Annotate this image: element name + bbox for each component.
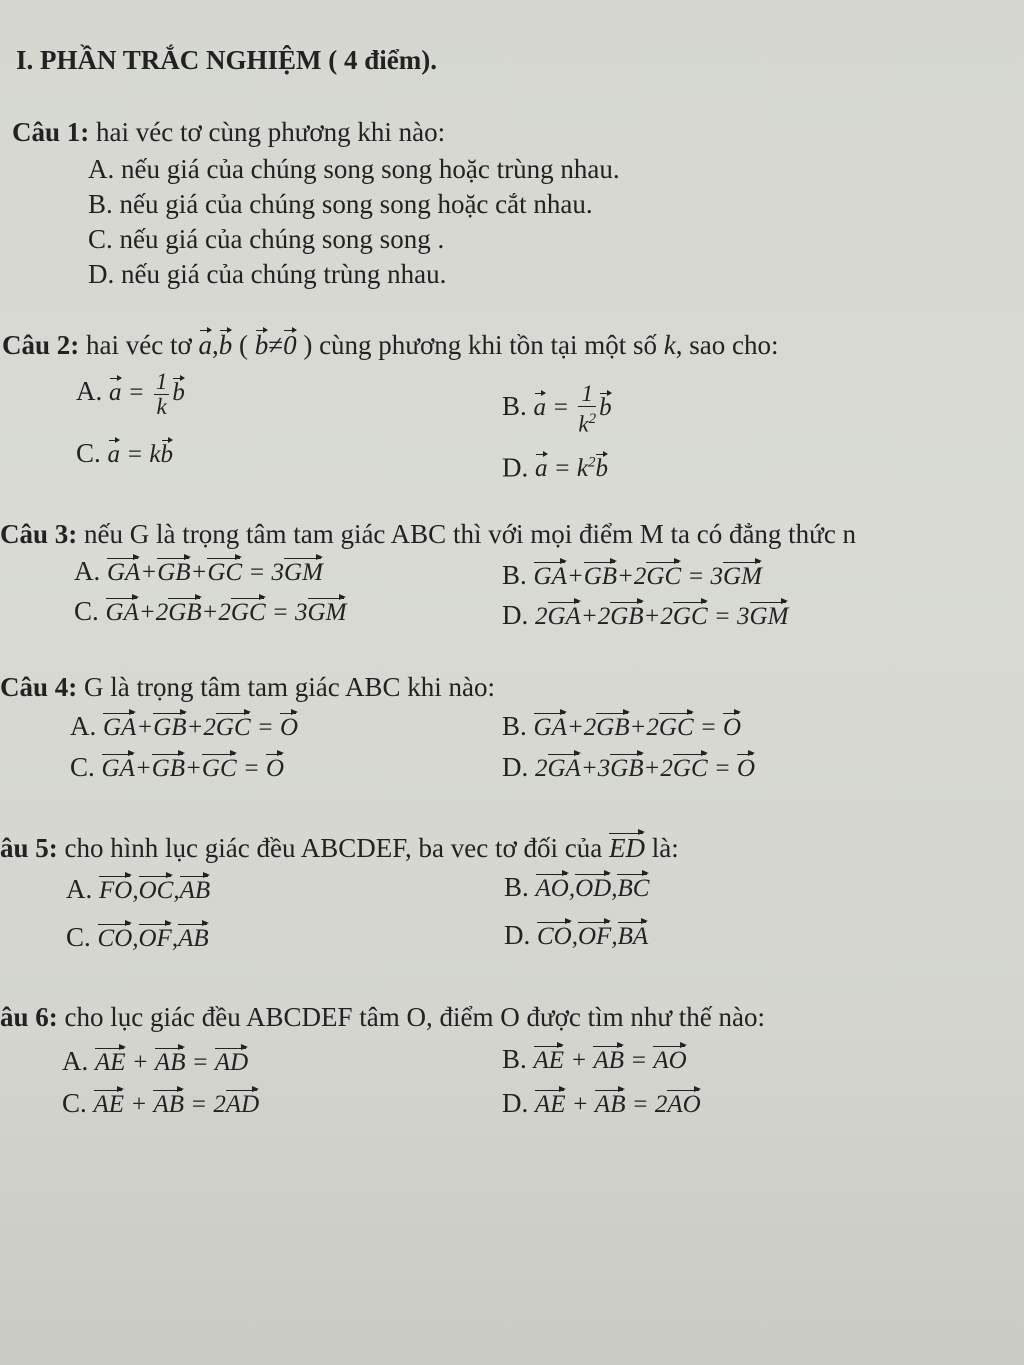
question-4-label: Câu 4: bbox=[0, 672, 78, 702]
option-letter: C. bbox=[66, 922, 91, 952]
vector: AB bbox=[593, 1042, 624, 1077]
vector: GB bbox=[152, 750, 185, 785]
coefficient: 3 bbox=[710, 563, 724, 590]
question-6 bbox=[0, 1001, 765, 1033]
q5-vector-ed: ED bbox=[609, 829, 645, 864]
q1-option-b: B. nếu giá của chúng song song hoặc cắt nhau. bbox=[88, 189, 593, 219]
vector: GM bbox=[308, 594, 347, 629]
vector: BA bbox=[618, 918, 649, 953]
vector: AO bbox=[653, 1042, 686, 1077]
q1-option-a: A. nếu giá của chúng song song hoặc trùng nhau. bbox=[88, 154, 620, 184]
question-5-text: cho hình lục giác đều ABCDEF, ba vec tơ đối của bbox=[57, 833, 610, 863]
operator: + bbox=[580, 603, 598, 630]
question-6-text: cho lục giác đều ABCDEF tâm O, điểm O được tìm như thế nào: bbox=[57, 1002, 765, 1032]
q2-option-d: D. $a = k^2b$ bbox=[502, 447, 608, 485]
vector: AB bbox=[153, 1086, 184, 1121]
option-letter: C. bbox=[62, 1088, 87, 1118]
coefficient: 2 bbox=[597, 603, 611, 630]
option-letter: D. bbox=[504, 920, 531, 950]
q4-option-d: D. 2GA+3GB+2GC = O bbox=[502, 750, 755, 785]
option-letter: C. bbox=[74, 596, 99, 626]
operator: + bbox=[643, 755, 661, 782]
vector: AD bbox=[215, 1044, 248, 1079]
vector: GA bbox=[534, 558, 567, 593]
section-title: I. PHẦN TRẮC NGHIỆM ( 4 điểm). bbox=[16, 45, 437, 75]
coefficient: 3 bbox=[295, 599, 308, 626]
vector: OF bbox=[578, 918, 611, 953]
coefficient: 2 bbox=[535, 755, 548, 782]
question-3-text: nếu G là trọng tâm tam giác ABC thì với mọi điểm M ta có đẳng thức n bbox=[77, 519, 857, 549]
vector: GC bbox=[659, 709, 694, 744]
vector: GA bbox=[102, 750, 135, 785]
q1-option-d: D. nếu giá của chúng trùng nhau. bbox=[88, 259, 447, 289]
question-5-label: âu 5: bbox=[0, 833, 58, 863]
q2-vector-a: a bbox=[199, 326, 213, 361]
vector: GB bbox=[610, 750, 643, 785]
fraction-numerator: 1 bbox=[578, 382, 596, 407]
vector: OD bbox=[575, 870, 611, 905]
q4-option-b: B. GA+2GB+2GC = O bbox=[502, 709, 741, 744]
coefficient: 2 bbox=[646, 714, 659, 741]
q2-option-c: C. a = kb bbox=[76, 436, 173, 471]
vector: AE bbox=[534, 1042, 565, 1077]
vector: CO bbox=[98, 920, 133, 955]
coefficient: 2 bbox=[203, 714, 216, 741]
vector: GA bbox=[107, 554, 140, 589]
vector: GA bbox=[106, 594, 139, 629]
vector: GC bbox=[207, 554, 242, 589]
operator: + bbox=[617, 563, 634, 590]
option-letter: D. bbox=[502, 1088, 529, 1118]
option-letter: B. bbox=[504, 872, 529, 902]
vector: b bbox=[599, 389, 612, 424]
vector: GM bbox=[723, 558, 762, 593]
vector: GM bbox=[750, 598, 789, 633]
vector: AB bbox=[595, 1086, 626, 1121]
q5-option-a: A. FO,OC,AB bbox=[66, 872, 210, 907]
q2-option-a: A. a = $\frac{1}{k}$ b bbox=[76, 369, 185, 419]
vector: O bbox=[723, 709, 741, 744]
q6-option-c: C. AE + AB = 2AD bbox=[62, 1086, 259, 1121]
coefficient: 2 bbox=[633, 563, 647, 590]
q1-option-c: C. nếu giá của chúng song song . bbox=[88, 224, 445, 254]
operator: + bbox=[186, 714, 204, 741]
q5-option-b: B. AO,OD,BC bbox=[504, 870, 649, 905]
vector: GB bbox=[157, 554, 190, 589]
coefficient: 2 bbox=[535, 603, 548, 630]
operator: + bbox=[134, 755, 152, 782]
option-letter: D. bbox=[502, 452, 529, 483]
q2-cond-b: b bbox=[255, 326, 269, 361]
vector: GC bbox=[216, 709, 251, 744]
vector: a bbox=[108, 436, 121, 471]
vector: b bbox=[172, 374, 185, 409]
vector: AB bbox=[155, 1044, 186, 1079]
option-letter: A. bbox=[76, 376, 103, 407]
question-3 bbox=[0, 518, 856, 550]
vector: GC bbox=[202, 750, 237, 785]
option-letter: D. bbox=[502, 600, 529, 630]
vector: AE bbox=[535, 1086, 566, 1121]
option-letter: D. bbox=[502, 752, 529, 782]
vector: GA bbox=[548, 598, 581, 633]
operator: + bbox=[201, 599, 219, 626]
question-6-label: âu 6: bbox=[0, 1002, 58, 1032]
vector: GM bbox=[284, 554, 323, 589]
vector: GA bbox=[534, 709, 567, 744]
vector: CO bbox=[537, 918, 572, 953]
option-letter: B. bbox=[502, 1044, 527, 1074]
operator: + bbox=[629, 714, 647, 741]
vector: BC bbox=[617, 870, 649, 905]
option-letter: A. bbox=[74, 556, 101, 586]
exponent: 2 bbox=[588, 411, 597, 427]
vector: GB bbox=[153, 709, 186, 744]
vector: GB bbox=[596, 709, 629, 744]
operator: + bbox=[138, 599, 156, 626]
vector: AE bbox=[95, 1044, 126, 1079]
q2-zero-vector: 0 bbox=[283, 326, 297, 361]
option-letter: C. bbox=[76, 438, 101, 468]
vector: GC bbox=[673, 750, 708, 785]
vector: a bbox=[109, 374, 122, 409]
operator: + bbox=[643, 603, 661, 630]
option-letter: A. bbox=[62, 1046, 89, 1076]
coefficient: 2 bbox=[583, 714, 597, 741]
question-5 bbox=[0, 829, 679, 864]
vector: b bbox=[161, 436, 174, 471]
exponent: 2 bbox=[587, 455, 596, 471]
operator: + bbox=[566, 563, 584, 590]
question-2-text-a: hai véc tơ bbox=[79, 330, 199, 360]
vector: O bbox=[737, 750, 755, 785]
q6-option-d: D. AE + AB = 2AO bbox=[502, 1086, 701, 1121]
operator: + bbox=[580, 755, 598, 782]
q4-option-c: C. GA+GB+GC = O bbox=[70, 750, 284, 785]
vector: AD bbox=[226, 1086, 259, 1121]
q3-option-d: D. 2GA+2GB+2GC = 3GM bbox=[502, 598, 788, 633]
question-3-label: Câu 3: bbox=[0, 519, 78, 549]
vector: OC bbox=[139, 872, 174, 907]
vector: AO bbox=[667, 1086, 700, 1121]
vector: FO bbox=[99, 872, 132, 907]
vector: AB bbox=[178, 920, 209, 955]
option-letter: B. bbox=[502, 560, 527, 590]
vector: AB bbox=[180, 872, 211, 907]
question-2: Câu 2: hai véc tơ a,b ( b≠0 ) cùng phương khi tồn tại một số k, sao cho: bbox=[2, 326, 778, 361]
q3-option-b: B. GA+GB+2GC = 3GM bbox=[502, 558, 762, 593]
option-letter: B. bbox=[502, 391, 527, 422]
operator: + bbox=[140, 559, 158, 586]
coefficient: 2 bbox=[660, 755, 673, 782]
vector: GB bbox=[584, 558, 617, 593]
q5-option-c: C. CO,OF,AB bbox=[66, 920, 209, 955]
coefficient: 2 bbox=[155, 599, 169, 626]
coefficient: 2 bbox=[660, 603, 673, 630]
fraction-numerator: 1 bbox=[155, 369, 168, 394]
question-4-text: G là trọng tâm tam giác ABC khi nào: bbox=[77, 672, 495, 702]
coefficient: 2 bbox=[218, 599, 231, 626]
q6-option-b: B. AE + AB = AO bbox=[502, 1042, 687, 1077]
question-4 bbox=[0, 671, 495, 703]
coefficient: 2 bbox=[654, 1091, 668, 1118]
vector: b bbox=[595, 450, 608, 485]
q2-vector-b: b bbox=[219, 326, 233, 361]
operator: + bbox=[136, 714, 154, 741]
coefficient: 3 bbox=[737, 603, 750, 630]
vector: GC bbox=[646, 558, 681, 593]
option-letter: A. bbox=[70, 711, 97, 741]
vector: GC bbox=[231, 594, 266, 629]
q2-k: k bbox=[663, 330, 676, 360]
operator: + bbox=[190, 559, 208, 586]
coefficient: 2 bbox=[213, 1091, 226, 1118]
q2-option-b: B. a = $\frac{1}{k^2}$ b bbox=[502, 381, 612, 437]
q6-option-a: A. AE + AB = AD bbox=[62, 1044, 248, 1079]
vector: a bbox=[535, 450, 548, 485]
q3-option-c: C. GA+2GB+2GC = 3GM bbox=[74, 594, 346, 629]
question-1-label: Câu 1: bbox=[12, 117, 90, 147]
q5-option-d: D. CO,OF,BA bbox=[504, 918, 648, 953]
operator: + bbox=[185, 755, 202, 782]
fraction-denominator: k bbox=[578, 411, 589, 437]
coefficient: 3 bbox=[271, 559, 285, 586]
vector: GA bbox=[103, 709, 136, 744]
vector: O bbox=[280, 709, 298, 744]
option-letter: C. bbox=[70, 752, 95, 782]
coefficient: 3 bbox=[597, 755, 611, 782]
q3-option-a: A. GA+GB+GC = 3GM bbox=[74, 554, 323, 589]
question-2-text-c: , sao cho: bbox=[675, 330, 779, 360]
coefficient: k bbox=[576, 455, 588, 483]
coefficient: k bbox=[149, 441, 161, 468]
vector: AE bbox=[94, 1086, 125, 1121]
question-2-label: Câu 2: bbox=[2, 330, 80, 360]
option-letter: A. bbox=[66, 874, 93, 904]
vector: O bbox=[266, 750, 284, 785]
vector: GA bbox=[548, 750, 581, 785]
q2-neq: ≠ bbox=[268, 330, 284, 360]
vector: a bbox=[534, 389, 547, 424]
question-1-text: hai véc tơ cùng phương khi nào: bbox=[89, 117, 446, 147]
vector: GB bbox=[610, 598, 643, 633]
vector: GC bbox=[673, 598, 708, 633]
operator: + bbox=[566, 714, 584, 741]
question-5-text-end: là: bbox=[645, 833, 679, 863]
option-letter: B. bbox=[502, 711, 527, 741]
question-2-text-b: cùng phương khi tồn tại một số bbox=[312, 330, 664, 360]
fraction-denominator: k bbox=[156, 394, 167, 419]
vector: GB bbox=[168, 594, 201, 629]
q4-option-a: A. GA+GB+2GC = O bbox=[70, 709, 298, 744]
question-1 bbox=[12, 116, 445, 148]
vector: OF bbox=[139, 920, 172, 955]
vector: AO bbox=[536, 870, 569, 905]
